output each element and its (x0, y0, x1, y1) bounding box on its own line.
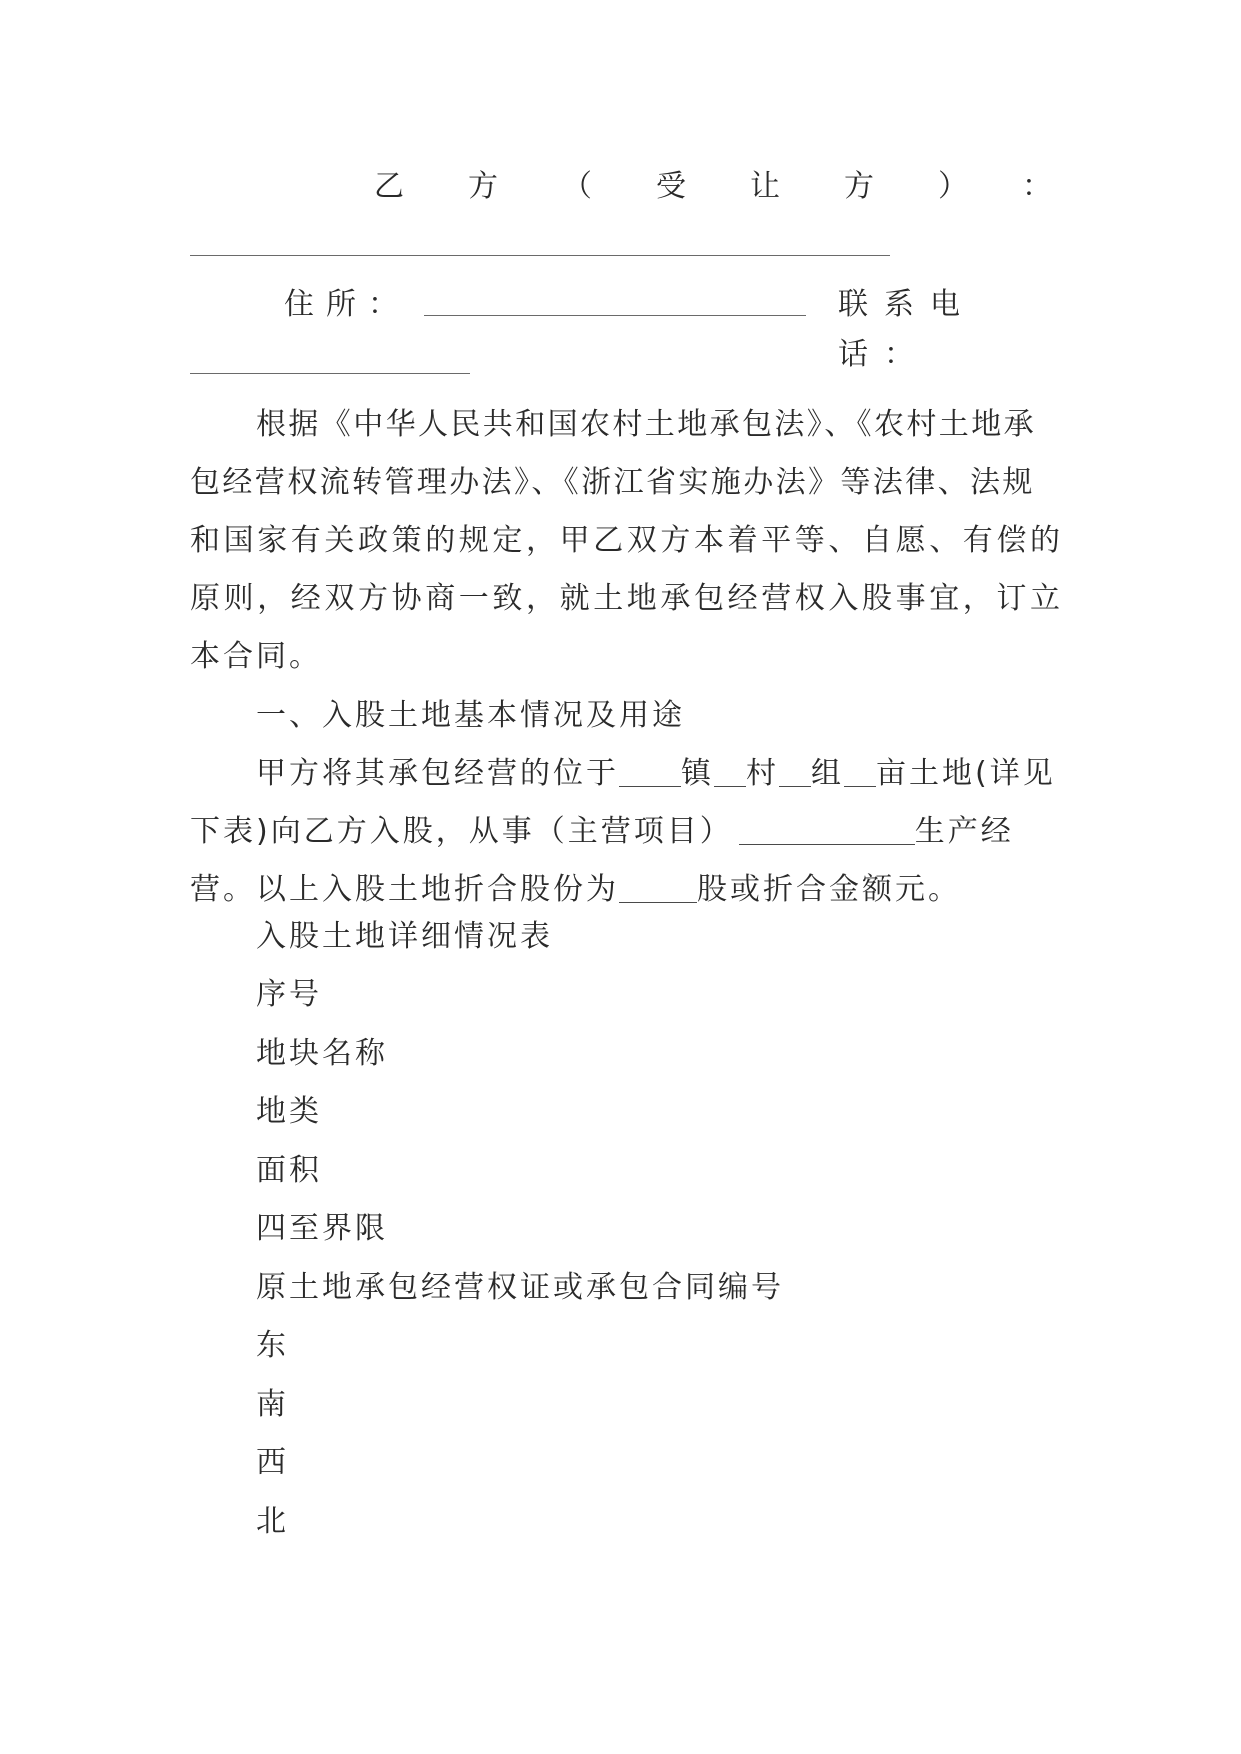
paragraph-line: 本合同。 (190, 639, 322, 674)
paragraph-line: 包经营权流转管理办法》、《浙江省实施办法》等法律、法规 (190, 465, 1035, 500)
table-field: 序号 (256, 977, 322, 1012)
party-b-label (190, 163, 1052, 211)
party-b-char: ： (1022, 169, 1052, 204)
clause-text: 股或折合金额元。 (697, 872, 961, 907)
party-b-char: 受 (656, 169, 686, 204)
table-field: 南 (256, 1386, 289, 1422)
clause-text: 甲方将其承包经营的位于 (256, 756, 619, 791)
village-blank (714, 756, 746, 787)
party-b-char: （ (562, 169, 592, 204)
clause-line (190, 803, 1048, 861)
town-blank (619, 756, 681, 787)
clause-text: 组 (811, 756, 844, 791)
table-field: 北 (256, 1503, 289, 1539)
party-b-char: 方 (844, 169, 874, 204)
address-phone-row (190, 280, 1048, 372)
clause-text: 镇 (681, 756, 714, 791)
clause-text: 下表)向乙方入股，从事（主营项目） (190, 814, 733, 849)
table-field: 西 (256, 1445, 289, 1480)
party-b-char: 方 (468, 169, 498, 204)
area-blank (844, 756, 876, 787)
table-caption: 入股土地详细情况表 (256, 919, 553, 954)
intro-paragraph (190, 396, 1064, 686)
paragraph-line: 和国家有关政策的规定，甲乙双方本着平等、自愿、有偿的 (190, 523, 1064, 558)
clause-paragraph (190, 745, 1056, 919)
paragraph-line: 根据《中华人民共和国农村土地承包法》、《农村土地承 (256, 407, 1036, 442)
address-label: 住所： (284, 287, 410, 322)
table-field: 地块名称 (256, 1035, 388, 1071)
party-b-char: 让 (750, 169, 780, 204)
party-b-char: ） (938, 169, 968, 204)
table-field-list (256, 966, 784, 1551)
clause-text: 亩土地(详见 (876, 756, 1056, 791)
phone-label: 联系电话： (838, 287, 976, 372)
shares-blank (619, 872, 697, 903)
clause-line (190, 745, 1056, 803)
clause-text: 生产经 (914, 814, 1014, 849)
phone-blank-line (190, 373, 470, 374)
table-field: 面积 (256, 1152, 322, 1188)
clause-text: 村 (746, 756, 779, 791)
table-field: 东 (256, 1328, 289, 1363)
address-blank (424, 315, 806, 316)
party-b-char: 乙 (374, 169, 404, 204)
clause-text: 营。以上入股土地折合股份为 (190, 872, 619, 907)
table-field: 地类 (256, 1094, 322, 1129)
group-blank (779, 756, 811, 787)
table-field: 四至界限 (256, 1211, 388, 1246)
table-field: 原土地承包经营权证或承包合同编号 (256, 1269, 784, 1305)
project-blank (739, 814, 915, 845)
section-heading: 一、入股土地基本情况及用途 (256, 698, 685, 733)
party-b-blank-line (190, 255, 890, 256)
paragraph-line: 原则，经双方协商一致，就土地承包经营权入股事宜，订立 (190, 581, 1064, 616)
